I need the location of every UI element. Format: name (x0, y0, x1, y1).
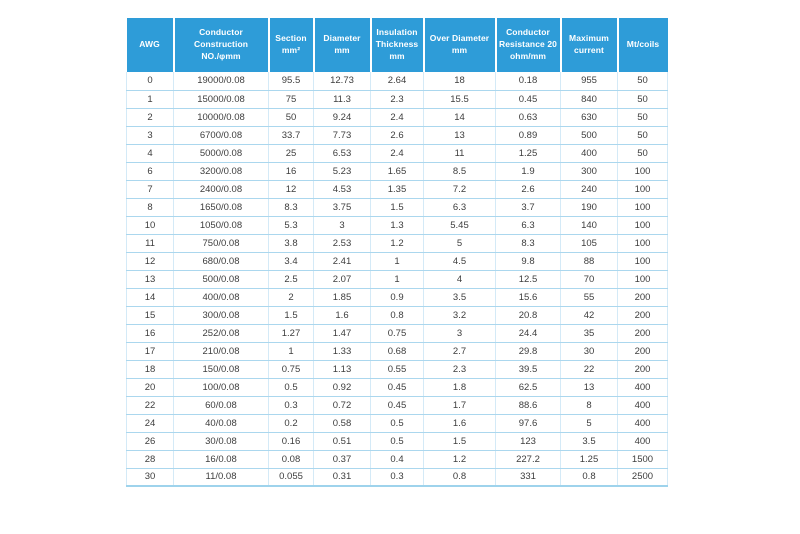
cell-maximum-current: 88 (561, 252, 618, 270)
cell-conductor-construction: 15000/0.08 (174, 90, 269, 108)
column-header-line: Resistance 20 (498, 39, 557, 50)
cell-section: 0.5 (269, 378, 314, 396)
cell-section: 8.3 (269, 198, 314, 216)
cell-awg: 16 (127, 324, 174, 342)
table-row-awg-6 (127, 162, 668, 180)
cell-awg: 14 (127, 288, 174, 306)
cell-over-diameter: 1.5 (424, 432, 496, 450)
cell-insulation-thickness: 0.8 (371, 306, 424, 324)
cell-mt-coils: 200 (618, 288, 668, 306)
table-row-awg-13 (127, 270, 668, 288)
cell-diameter: 5.23 (314, 162, 371, 180)
cell-insulation-thickness: 1.2 (371, 234, 424, 252)
cell-mt-coils: 100 (618, 180, 668, 198)
cell-section: 1.5 (269, 306, 314, 324)
cell-over-diameter: 0.8 (424, 468, 496, 486)
table-row-awg-0 (127, 72, 668, 90)
cell-conductor-construction: 500/0.08 (174, 270, 269, 288)
table-body (127, 72, 668, 486)
cell-section: 0.16 (269, 432, 314, 450)
cell-conductor-construction: 3200/0.08 (174, 162, 269, 180)
cell-maximum-current: 35 (561, 324, 618, 342)
column-header-mt-coils (618, 18, 668, 72)
table-row-awg-30 (127, 468, 668, 486)
cell-conductor-resistance: 6.3 (496, 216, 561, 234)
cell-conductor-construction: 2400/0.08 (174, 180, 269, 198)
cell-section: 12 (269, 180, 314, 198)
cell-over-diameter: 5 (424, 234, 496, 252)
cell-over-diameter: 7.2 (424, 180, 496, 198)
cell-conductor-construction: 100/0.08 (174, 378, 269, 396)
cell-insulation-thickness: 0.55 (371, 360, 424, 378)
cell-section: 25 (269, 144, 314, 162)
table-header (127, 18, 668, 72)
column-header-line: Section (275, 33, 307, 44)
column-header-awg (127, 18, 174, 72)
cell-section: 0.2 (269, 414, 314, 432)
cell-mt-coils: 50 (618, 72, 668, 90)
table-row-awg-10 (127, 216, 668, 234)
cell-conductor-construction: 1050/0.08 (174, 216, 269, 234)
cell-maximum-current: 42 (561, 306, 618, 324)
cell-insulation-thickness: 2.64 (371, 72, 424, 90)
cell-diameter: 4.53 (314, 180, 371, 198)
table-row-awg-1 (127, 90, 668, 108)
cell-diameter: 3 (314, 216, 371, 234)
column-header-line: Mt/coils (626, 39, 660, 50)
cell-diameter: 2.41 (314, 252, 371, 270)
cell-maximum-current: 13 (561, 378, 618, 396)
cell-maximum-current: 400 (561, 144, 618, 162)
cell-insulation-thickness: 1.3 (371, 216, 424, 234)
cell-over-diameter: 13 (424, 126, 496, 144)
cell-conductor-resistance: 331 (496, 468, 561, 486)
cell-section: 2.5 (269, 270, 314, 288)
cell-over-diameter: 4.5 (424, 252, 496, 270)
column-header-line: Diameter (323, 33, 361, 44)
column-header-over-diameter (424, 18, 496, 72)
column-header-insulation-thickness (371, 18, 424, 72)
cell-over-diameter: 18 (424, 72, 496, 90)
column-header-section (269, 18, 314, 72)
cell-conductor-resistance: 3.7 (496, 198, 561, 216)
column-header-line: Conductor (199, 27, 243, 38)
cell-diameter: 6.53 (314, 144, 371, 162)
cell-conductor-construction: 19000/0.08 (174, 72, 269, 90)
cell-conductor-construction: 5000/0.08 (174, 144, 269, 162)
column-header-line: mm² (281, 45, 301, 55)
cell-conductor-resistance: 1.25 (496, 144, 561, 162)
cell-conductor-resistance: 29.8 (496, 342, 561, 360)
cell-maximum-current: 0.8 (561, 468, 618, 486)
cell-maximum-current: 70 (561, 270, 618, 288)
cell-awg: 13 (127, 270, 174, 288)
cell-maximum-current: 190 (561, 198, 618, 216)
column-header-line: Maximum (569, 33, 609, 44)
cell-conductor-resistance: 97.6 (496, 414, 561, 432)
table-header-row (127, 18, 668, 72)
table-row-awg-3 (127, 126, 668, 144)
cell-awg: 7 (127, 180, 174, 198)
table-row-awg-18 (127, 360, 668, 378)
cell-over-diameter: 4 (424, 270, 496, 288)
cell-conductor-resistance: 12.5 (496, 270, 561, 288)
cell-mt-coils: 100 (618, 162, 668, 180)
column-header-conductor-resistance (496, 18, 561, 72)
cell-section: 1 (269, 342, 314, 360)
cell-maximum-current: 500 (561, 126, 618, 144)
cell-maximum-current: 1.25 (561, 450, 618, 468)
cell-awg: 15 (127, 306, 174, 324)
cell-conductor-resistance: 15.6 (496, 288, 561, 306)
cell-insulation-thickness: 0.4 (371, 450, 424, 468)
cell-maximum-current: 630 (561, 108, 618, 126)
cell-mt-coils: 100 (618, 252, 668, 270)
column-header-diameter (314, 18, 371, 72)
cell-section: 0.75 (269, 360, 314, 378)
cell-conductor-construction: 40/0.08 (174, 414, 269, 432)
wire-spec-table (126, 18, 668, 487)
cell-conductor-construction: 6700/0.08 (174, 126, 269, 144)
cell-insulation-thickness: 0.5 (371, 414, 424, 432)
cell-insulation-thickness: 0.45 (371, 378, 424, 396)
table-row-awg-16 (127, 324, 668, 342)
cell-conductor-resistance: 1.9 (496, 162, 561, 180)
cell-diameter: 7.73 (314, 126, 371, 144)
cell-over-diameter: 3.2 (424, 306, 496, 324)
cell-diameter: 12.73 (314, 72, 371, 90)
column-header-line: mm (334, 45, 350, 55)
cell-conductor-resistance: 9.8 (496, 252, 561, 270)
cell-diameter: 1.13 (314, 360, 371, 378)
table-row-awg-15 (127, 306, 668, 324)
cell-over-diameter: 1.8 (424, 378, 496, 396)
cell-awg: 26 (127, 432, 174, 450)
cell-conductor-construction: 30/0.08 (174, 432, 269, 450)
cell-maximum-current: 840 (561, 90, 618, 108)
cell-mt-coils: 100 (618, 270, 668, 288)
cell-conductor-resistance: 0.63 (496, 108, 561, 126)
cell-conductor-construction: 10000/0.08 (174, 108, 269, 126)
cell-mt-coils: 50 (618, 144, 668, 162)
cell-conductor-construction: 400/0.08 (174, 288, 269, 306)
cell-diameter: 2.53 (314, 234, 371, 252)
cell-section: 0.055 (269, 468, 314, 486)
cell-section: 75 (269, 90, 314, 108)
cell-over-diameter: 14 (424, 108, 496, 126)
cell-diameter: 0.58 (314, 414, 371, 432)
cell-maximum-current: 105 (561, 234, 618, 252)
cell-awg: 12 (127, 252, 174, 270)
cell-insulation-thickness: 1 (371, 252, 424, 270)
cell-over-diameter: 3 (424, 324, 496, 342)
cell-maximum-current: 22 (561, 360, 618, 378)
cell-diameter: 0.37 (314, 450, 371, 468)
column-header-line: mm (451, 45, 468, 55)
table-row-awg-2 (127, 108, 668, 126)
cell-awg: 3 (127, 126, 174, 144)
cell-section: 33.7 (269, 126, 314, 144)
cell-section: 0.08 (269, 450, 314, 468)
cell-awg: 6 (127, 162, 174, 180)
cell-conductor-resistance: 62.5 (496, 378, 561, 396)
cell-conductor-construction: 150/0.08 (174, 360, 269, 378)
cell-mt-coils: 400 (618, 414, 668, 432)
cell-conductor-construction: 680/0.08 (174, 252, 269, 270)
column-header-line: Conductor (506, 27, 550, 38)
cell-awg: 10 (127, 216, 174, 234)
cell-over-diameter: 1.6 (424, 414, 496, 432)
column-header-line: AWG (139, 39, 160, 50)
cell-conductor-construction: 60/0.08 (174, 396, 269, 414)
cell-awg: 22 (127, 396, 174, 414)
cell-mt-coils: 400 (618, 396, 668, 414)
cell-conductor-construction: 16/0.08 (174, 450, 269, 468)
cell-conductor-resistance: 8.3 (496, 234, 561, 252)
cell-insulation-thickness: 0.45 (371, 396, 424, 414)
cell-mt-coils: 100 (618, 216, 668, 234)
cell-conductor-resistance: 88.6 (496, 396, 561, 414)
cell-mt-coils: 100 (618, 198, 668, 216)
column-header-line: NO./φmm (201, 50, 241, 61)
cell-mt-coils: 400 (618, 378, 668, 396)
table-row-awg-4 (127, 144, 668, 162)
cell-insulation-thickness: 0.9 (371, 288, 424, 306)
cell-maximum-current: 8 (561, 396, 618, 414)
cell-over-diameter: 2.3 (424, 360, 496, 378)
cell-conductor-resistance: 24.4 (496, 324, 561, 342)
cell-conductor-resistance: 20.8 (496, 306, 561, 324)
cell-diameter: 0.72 (314, 396, 371, 414)
column-header-line: current (574, 45, 604, 55)
cell-insulation-thickness: 2.6 (371, 126, 424, 144)
column-header-line: Thickness (375, 39, 419, 50)
cell-conductor-construction: 11/0.08 (174, 468, 269, 486)
table-row-awg-14 (127, 288, 668, 306)
cell-insulation-thickness: 0.68 (371, 342, 424, 360)
cell-mt-coils: 1500 (618, 450, 668, 468)
cell-section: 0.3 (269, 396, 314, 414)
cell-insulation-thickness: 0.75 (371, 324, 424, 342)
cell-section: 1.27 (269, 324, 314, 342)
cell-insulation-thickness: 1.65 (371, 162, 424, 180)
cell-mt-coils: 100 (618, 234, 668, 252)
cell-maximum-current: 5 (561, 414, 618, 432)
table-row-awg-26 (127, 432, 668, 450)
cell-mt-coils: 50 (618, 126, 668, 144)
cell-awg: 28 (127, 450, 174, 468)
cell-section: 5.3 (269, 216, 314, 234)
cell-section: 3.8 (269, 234, 314, 252)
table-row-awg-8 (127, 198, 668, 216)
column-header-line: Over Diameter (429, 33, 490, 44)
cell-over-diameter: 3.5 (424, 288, 496, 306)
column-header-line: ohm/mm (509, 50, 547, 61)
cell-conductor-construction: 1650/0.08 (174, 198, 269, 216)
cell-maximum-current: 140 (561, 216, 618, 234)
cell-over-diameter: 1.7 (424, 396, 496, 414)
cell-maximum-current: 30 (561, 342, 618, 360)
cell-diameter: 0.51 (314, 432, 371, 450)
cell-awg: 20 (127, 378, 174, 396)
cell-awg: 30 (127, 468, 174, 486)
column-header-maximum-current (561, 18, 618, 72)
cell-conductor-resistance: 227.2 (496, 450, 561, 468)
cell-mt-coils: 200 (618, 360, 668, 378)
cell-over-diameter: 1.2 (424, 450, 496, 468)
table-row-awg-17 (127, 342, 668, 360)
column-header-line: mm (389, 50, 405, 61)
cell-awg: 4 (127, 144, 174, 162)
cell-diameter: 11.3 (314, 90, 371, 108)
cell-maximum-current: 55 (561, 288, 618, 306)
cell-conductor-resistance: 0.45 (496, 90, 561, 108)
cell-conductor-construction: 210/0.08 (174, 342, 269, 360)
table-row-awg-7 (127, 180, 668, 198)
cell-diameter: 0.92 (314, 378, 371, 396)
cell-insulation-thickness: 1.35 (371, 180, 424, 198)
cell-awg: 24 (127, 414, 174, 432)
cell-insulation-thickness: 1 (371, 270, 424, 288)
column-header-conductor-construction (174, 18, 269, 72)
table-row-awg-12 (127, 252, 668, 270)
cell-conductor-resistance: 39.5 (496, 360, 561, 378)
table-row-awg-24 (127, 414, 668, 432)
cell-insulation-thickness: 0.3 (371, 468, 424, 486)
column-header-line: Construction (193, 39, 249, 50)
cell-diameter: 1.33 (314, 342, 371, 360)
column-header-line: Insulation (376, 27, 418, 38)
cell-section: 16 (269, 162, 314, 180)
cell-conductor-resistance: 123 (496, 432, 561, 450)
cell-awg: 2 (127, 108, 174, 126)
cell-diameter: 1.85 (314, 288, 371, 306)
cell-mt-coils: 2500 (618, 468, 668, 486)
cell-awg: 8 (127, 198, 174, 216)
table-row-awg-11 (127, 234, 668, 252)
cell-insulation-thickness: 0.5 (371, 432, 424, 450)
cell-mt-coils: 200 (618, 306, 668, 324)
cell-conductor-construction: 750/0.08 (174, 234, 269, 252)
cell-insulation-thickness: 2.4 (371, 144, 424, 162)
cell-awg: 1 (127, 90, 174, 108)
cell-diameter: 1.6 (314, 306, 371, 324)
cell-diameter: 0.31 (314, 468, 371, 486)
table-row-awg-28 (127, 450, 668, 468)
cell-maximum-current: 3.5 (561, 432, 618, 450)
cell-awg: 11 (127, 234, 174, 252)
cell-insulation-thickness: 1.5 (371, 198, 424, 216)
cell-diameter: 3.75 (314, 198, 371, 216)
table-row-awg-22 (127, 396, 668, 414)
cell-section: 3.4 (269, 252, 314, 270)
cell-maximum-current: 955 (561, 72, 618, 90)
cell-maximum-current: 240 (561, 180, 618, 198)
cell-over-diameter: 5.45 (424, 216, 496, 234)
cell-awg: 0 (127, 72, 174, 90)
cell-awg: 18 (127, 360, 174, 378)
cell-conductor-resistance: 0.18 (496, 72, 561, 90)
cell-mt-coils: 400 (618, 432, 668, 450)
table-row-awg-20 (127, 378, 668, 396)
cell-conductor-resistance: 2.6 (496, 180, 561, 198)
cell-over-diameter: 11 (424, 144, 496, 162)
cell-mt-coils: 50 (618, 90, 668, 108)
cell-diameter: 2.07 (314, 270, 371, 288)
cell-mt-coils: 200 (618, 342, 668, 360)
cell-mt-coils: 50 (618, 108, 668, 126)
cell-over-diameter: 2.7 (424, 342, 496, 360)
cell-diameter: 1.47 (314, 324, 371, 342)
cell-conductor-construction: 300/0.08 (174, 306, 269, 324)
cell-over-diameter: 15.5 (424, 90, 496, 108)
cell-section: 50 (269, 108, 314, 126)
cell-awg: 17 (127, 342, 174, 360)
cell-insulation-thickness: 2.4 (371, 108, 424, 126)
cell-over-diameter: 6.3 (424, 198, 496, 216)
cell-diameter: 9.24 (314, 108, 371, 126)
cell-section: 95.5 (269, 72, 314, 90)
cell-insulation-thickness: 2.3 (371, 90, 424, 108)
cell-conductor-resistance: 0.89 (496, 126, 561, 144)
cell-conductor-construction: 252/0.08 (174, 324, 269, 342)
cell-over-diameter: 8.5 (424, 162, 496, 180)
cell-mt-coils: 200 (618, 324, 668, 342)
cell-section: 2 (269, 288, 314, 306)
cell-maximum-current: 300 (561, 162, 618, 180)
